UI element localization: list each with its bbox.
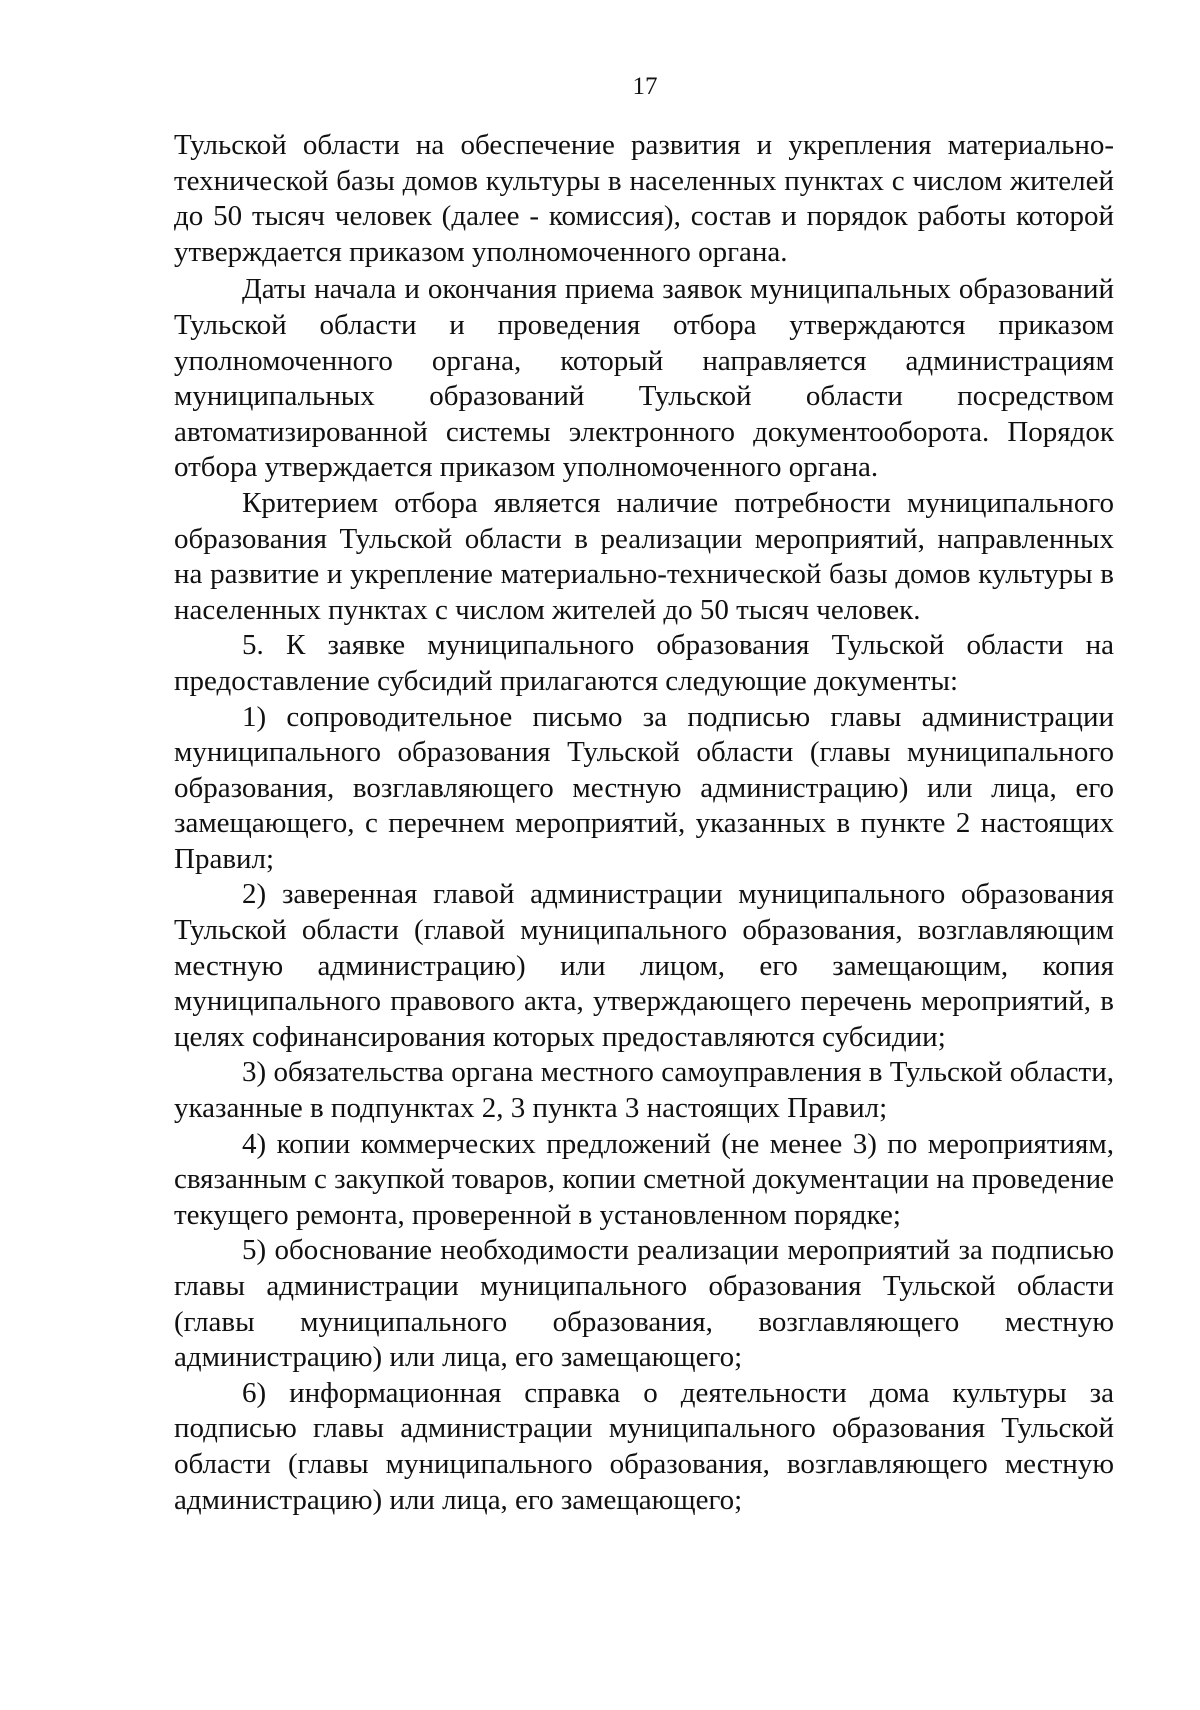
list-item-3: 3) обязательства органа местного самоуправления в Тульской области, указанные в подпунктах 2, 3 пункта 3 настоящих Правил;: [174, 1056, 1114, 1125]
list-item-6: 6) информационная справка о деятельности дома культуры за подписью главы администрации муниципального образования Тульской области (главы муниципального образования, возглавляющего местную администрацию) или лица, его замещающего;: [174, 1376, 1114, 1516]
paragraph-commission: Тульской области на обеспечение развития и укрепления материально-технической базы домов культуры в населенных пунктах с числом жителей до 50 тысяч человек (далее - комиссия), состав и порядок работы которой утверждается приказом уполномоченного органа.: [174, 129, 1114, 268]
paragraph-item-5: 5. К заявке муниципального образования Тульской области на предоставление субсидий прилагаются следующие документы:: [174, 629, 1114, 697]
paragraph-application-dates: Даты начала и окончания приема заявок муниципальных образований Тульской области и проведения отбора утверждаются приказом уполномоченного органа, который направляется администрациям муниципальных образований Тульской области посредством автоматизированной системы электронного документооборота. Порядок отбора утверждается приказом уполномоченного органа.: [174, 273, 1114, 484]
list-item-4: 4) копии коммерческих предложений (не менее 3) по мероприятиям, связанным с закупкой товаров, копии сметной документации на проведение текущего ремонта, проверенной в установленном порядке;: [174, 1127, 1114, 1231]
paragraph-selection-criterion: Критерием отбора является наличие потребности муниципального образования Тульской области в реализации мероприятий, направленных на развитие и укрепление материально-технической базы домов культуры в населенных пунктах с числом жителей до 50 тысяч человек.: [174, 486, 1114, 626]
list-item-5: 5) обоснование необходимости реализации мероприятий за подписью главы администрации муниципального образования Тульской области (главы муниципального образования, возглавляющего местную администрацию) или лица, его замещающего;: [174, 1234, 1114, 1374]
list-item-2: 2) заверенная главой администрации муниципального образования Тульской области (главой муниципального образования, возглавляющим местную администрацию) или лицом, его замещающим, копия муниципального правового акта, утверждающего перечень мероприятий, в целях софинансирования которых предоставляются субсидии;: [174, 878, 1114, 1053]
page-number: 17: [632, 73, 658, 100]
document-body: [174, 128, 1114, 1518]
list-item-1: 1) сопроводительное письмо за подписью главы администрации муниципального образования Тульской области (главы муниципального образования, возглавляющего местную администрацию) или лица, его замещающего, с перечнем мероприятий, указанных в пункте 2 настоящих Правил;: [174, 700, 1114, 875]
